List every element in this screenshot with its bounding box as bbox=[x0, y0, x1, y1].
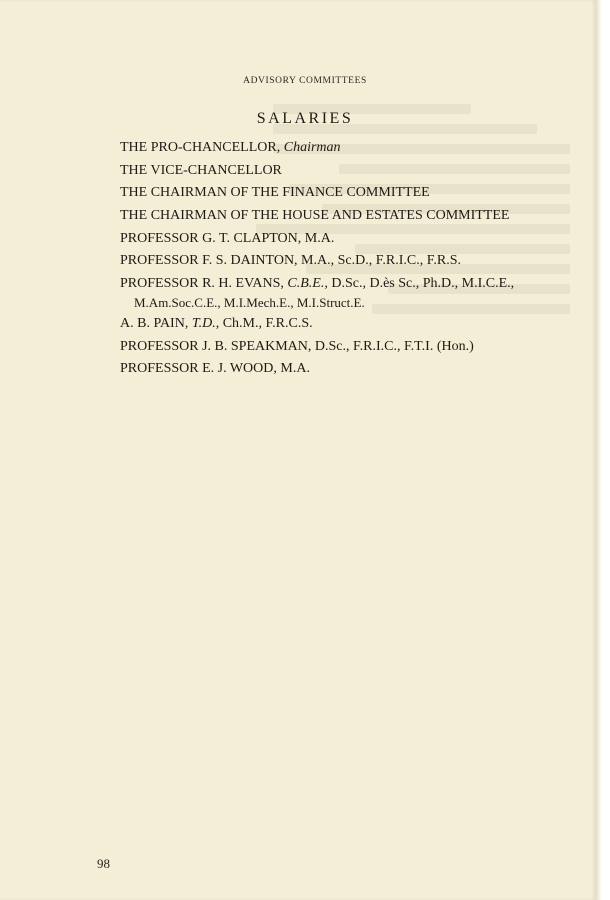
member-role: Chairman bbox=[283, 140, 341, 155]
member-item bbox=[120, 138, 580, 158]
member-qualifications-continued: M.Am.Soc.C.E., M.I.Mech.E., M.I.Struct.E. bbox=[134, 295, 365, 311]
member-honour: T.D., bbox=[191, 315, 220, 331]
member-qualifications: Ch.M., F.R.C.S. bbox=[222, 315, 313, 331]
member-item: THE CHAIRMAN OF THE FINANCE COMMITTEE bbox=[120, 185, 430, 201]
member-item: PROFESSOR E. J. WOOD, M.A. bbox=[120, 361, 310, 377]
member-item: PROFESSOR J. B. SPEAKMAN, D.Sc., F.R.I.C., F.T.I. (Hon.) bbox=[120, 338, 474, 354]
member-list bbox=[120, 138, 580, 382]
page-number: 98 bbox=[97, 856, 110, 871]
member-item bbox=[120, 314, 580, 334]
section-title: SALARIES bbox=[256, 110, 354, 127]
member-item: PROFESSOR G. T. CLAPTON, M.A. bbox=[120, 230, 335, 246]
member-item: PROFESSOR F. S. DAINTON, M.A., Sc.D., F.R.I.C., F.R.S. bbox=[120, 253, 462, 269]
page-edge bbox=[596, 0, 610, 900]
member-qualifications: D.Sc., D.ès Sc., Ph.D., M.I.C.E., bbox=[331, 276, 515, 292]
running-head: ADVISORY COMMITTEES bbox=[243, 76, 367, 86]
member-honour: C.B.E., bbox=[287, 276, 328, 292]
member-name: PROFESSOR R. H. EVANS, bbox=[120, 276, 284, 292]
member-item: THE VICE-CHANCELLOR bbox=[120, 162, 282, 178]
member-item: THE CHAIRMAN OF THE HOUSE AND ESTATES COMMITTEE bbox=[120, 208, 510, 224]
member-name: THE PRO-CHANCELLOR, bbox=[120, 140, 281, 155]
member-name: A. B. PAIN, bbox=[120, 315, 189, 331]
member-item bbox=[120, 274, 580, 311]
